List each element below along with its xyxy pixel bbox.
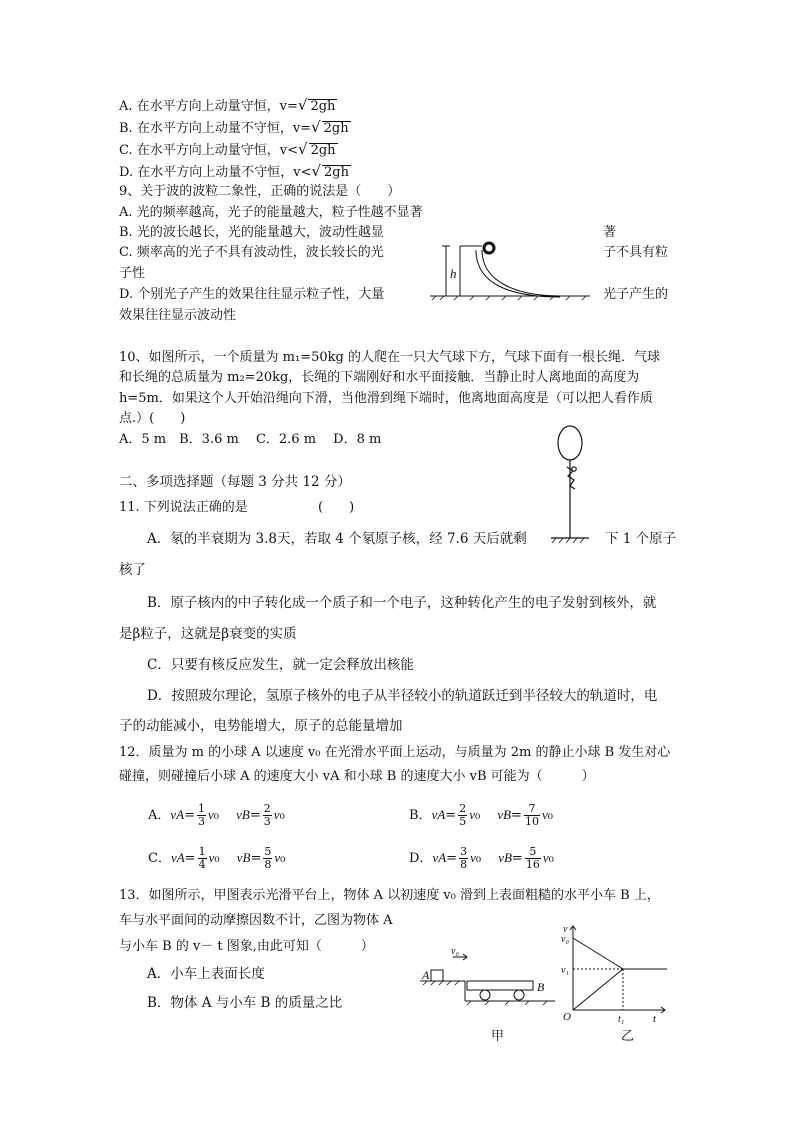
q11-paren: ( ) [318, 500, 355, 515]
sqrt-symbol: √ [311, 118, 321, 136]
q11-option-a-right: 下 1 个原子 [605, 531, 677, 547]
q11-option-a-cont: 核了 [119, 562, 146, 578]
fraction: $\frac{1}{3}$ [198, 802, 206, 828]
q10-line2: 和长绳的总质量为 m₂=20kg，长绳的下端刚好和水平面接触．当静止时人离地面的高度为 [119, 370, 640, 385]
q9-option-c-cont: 子性 [119, 266, 146, 281]
q8-option-c: C. 在水平方向上动量守恒，v<√ 2gh [119, 140, 336, 158]
axis-t-label: t [653, 1013, 657, 1025]
t1-label: t₁ [618, 1014, 625, 1025]
q8-option-b: B. 在水平方向上动量不守恒，v=√ 2gh [119, 118, 349, 136]
q10-line3: h=5m．如果这个人开始沿绳向下滑，当他滑到绳下端时，他离地面高度是（可以把人看作质 [119, 391, 653, 406]
v1-label: v₁ [561, 965, 569, 976]
q9-option-d-cont: 效果往往显示波动性 [119, 308, 237, 323]
q11-option-b-line2: 是β粒子，这就是β衰变的实质 [119, 626, 297, 642]
figure-jia [415, 945, 565, 1045]
q12-line2: 碰撞，则碰撞后小球 A 的速度大小 vA 和小球 B 的速度大小 vB 可能为（ ） [119, 769, 595, 784]
figure-yi [555, 920, 680, 1048]
q10-options: A．5 m B．3.6 m C．2.6 m D．8 m [119, 432, 382, 447]
fraction: $\frac{3}{8}$ [460, 845, 468, 871]
caption-jia: 甲 [491, 1029, 505, 1044]
q8-option-d: D. 在水平方向上动量不守恒，v<√ 2gh [119, 162, 349, 180]
fraction: $\frac{2}{3}$ [263, 802, 271, 828]
sqrt-symbol: √ [298, 140, 308, 158]
caption-yi: 乙 [621, 1029, 635, 1044]
sqrt-symbol: √ [311, 162, 322, 180]
fraction: $\frac{7}{10}$ [524, 802, 539, 828]
q12-line1: 12．质量为 m 的小球 A 以速度 v₀ 在光滑水平面上运动，与质量为 2m 的静止小球 B 发生对心 [119, 745, 671, 760]
q9-option-d-left: D. 个别光子产生的效果往往显示粒子性，大量 [119, 287, 385, 302]
q11-option-a-left: A．氡的半衰期为 3.8天，若取 4 个氡原子核，经 7.6 天后就剩 [147, 531, 527, 547]
q9-option-b-right: 著 [603, 225, 617, 240]
fraction: $\frac{1}{4}$ [198, 845, 206, 871]
axis-v-label: v [563, 924, 568, 935]
q11-option-c: C．只要有核反应发生，就一定会释放出核能 [147, 657, 414, 673]
fraction: $\frac{5}{16}$ [525, 845, 540, 871]
q10-line4: 点.）( ) [119, 411, 186, 426]
q12-option-a: A．vA= $\frac{1}{3}$ v₀ vB= $\frac{2}{3}$ v₀ [148, 802, 285, 828]
sqrt-symbol: √ [297, 96, 308, 114]
label-v0: v₀ [451, 946, 459, 957]
label-b: B [537, 980, 545, 994]
q13-line2: 车与水平面间的动摩擦因数不计，乙图为物体 A [119, 913, 393, 928]
cart-b [467, 981, 533, 990]
q9-option-c-left: C. 频率高的光子不具有波动性，波长较长的光 [119, 245, 384, 260]
figure-curved-track [410, 236, 600, 306]
q13-option-b: B．物体 A 与小车 B 的质量之比 [147, 995, 343, 1011]
q9-option-a: A. 光的频率越高，光子的能量越大，粒子性越不显著 [119, 205, 423, 220]
q10-line1: 10、如图所示，一个质量为 m₁=50kg 的人爬在一只大气球下方，气球下面有一根长绳．气球 [119, 350, 660, 365]
ball [484, 243, 494, 253]
section-title: 二、多项选择题（每题 3 分共 12 分） [119, 474, 351, 490]
height-label: h [450, 266, 457, 281]
q13-line3: 与小车 B 的 v－ t 图象,由此可知（ ） [119, 939, 374, 954]
fraction: $\frac{5}{8}$ [264, 845, 272, 871]
q9-option-c-right: 子不具有粒 [603, 245, 669, 260]
origin-label: O [563, 1011, 571, 1023]
q11-option-b-line1: B．原子核内的中子转化成一个质子和一个电子，这种转化产生的电子发射到核外，就 [147, 595, 657, 611]
q9-option-d-right: 光子产生的 [603, 287, 669, 302]
block-a [431, 970, 443, 981]
q13-line1: 13．如图所示，甲图表示光滑平台上，物体 A 以初速度 v₀ 滑到上表面粗糙的水平小车 B 上， [119, 888, 660, 903]
label-a: A [422, 968, 430, 982]
q12-option-c: C．vA= $\frac{1}{4}$ v₀ vB= $\frac{5}{8}$ v₀ [148, 845, 286, 871]
fraction: $\frac{2}{5}$ [459, 802, 467, 828]
q11-stem: 11. 下列说法正确的是 [119, 500, 248, 515]
q13-option-a: A．小车上表面长度 [147, 966, 265, 982]
figure-balloon [545, 425, 595, 550]
q11-option-d-line1: D．按照玻尔理论，氢原子核外的电子从半径较小的轨道跃迁到半径较大的轨道时，电 [147, 688, 658, 704]
q11-option-d-line2: 子的动能减小，电势能增大，原子的总能量增加 [119, 718, 403, 734]
q12-option-d: D．vA= $\frac{3}{8}$ v₀ vB= $\frac{5}{16}$ v₀ [409, 845, 554, 871]
q8-option-a: A. 在水平方向上动量守恒，v=√ 2gh [119, 96, 336, 114]
q12-option-b: B．vA= $\frac{2}{5}$ v₀ vB= $\frac{7}{10}$ v₀ [409, 802, 553, 828]
v0-label: v₀ [561, 934, 569, 945]
q9-option-b-left: B. 光的波长越长，光的能量越大，波动性越显 [119, 225, 384, 240]
q9-stem: 9、关于波的波粒二象性，正确的说法是（ ） [119, 184, 401, 199]
